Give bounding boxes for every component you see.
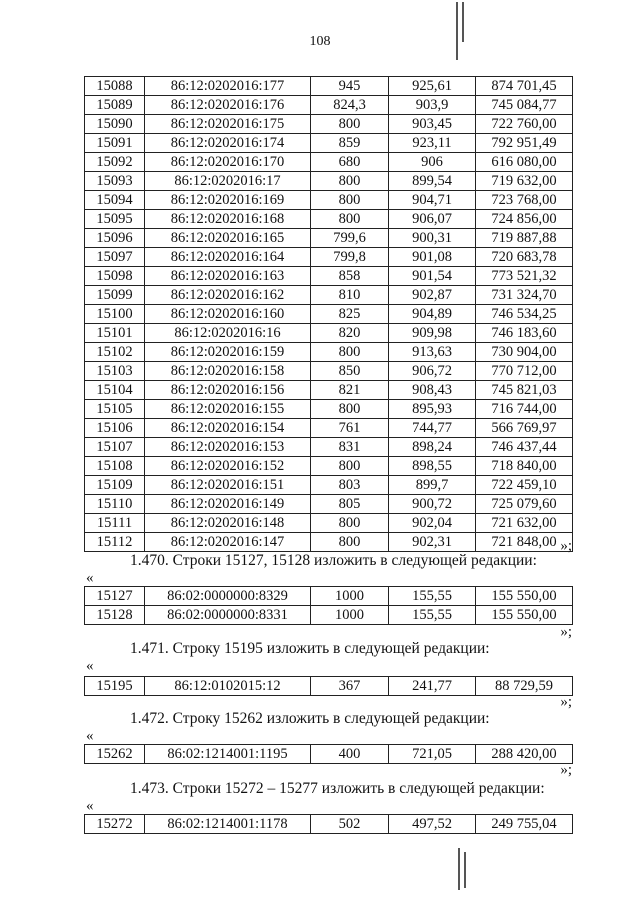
area-cell: 1000 [311, 587, 389, 606]
area-cell: 800 [311, 172, 389, 191]
table-row [85, 286, 573, 305]
row-number-cell: 15127 [85, 587, 145, 606]
area-cell: 945 [311, 77, 389, 96]
cadastral-number-cell: 86:12:0202016:147 [145, 533, 311, 552]
area-cell: 803 [311, 476, 389, 495]
cadastral-number-cell: 86:12:0202016:177 [145, 77, 311, 96]
area-cell: 859 [311, 134, 389, 153]
rate-cell: 895,93 [389, 400, 476, 419]
cadastral-number-cell: 86:12:0202016:176 [145, 96, 311, 115]
cadastral-number-cell: 86:12:0202016:168 [145, 210, 311, 229]
open-quote: « [86, 570, 94, 586]
table-row [85, 381, 573, 400]
table-row [85, 419, 573, 438]
amount-cell: 770 712,00 [476, 362, 573, 381]
row-number-cell: 15102 [85, 343, 145, 362]
amount-cell: 725 079,60 [476, 495, 573, 514]
area-cell: 858 [311, 267, 389, 286]
area-cell: 800 [311, 457, 389, 476]
rate-cell: 906,07 [389, 210, 476, 229]
row-number-cell: 15103 [85, 362, 145, 381]
amount-cell: 719 887,88 [476, 229, 573, 248]
area-cell: 810 [311, 286, 389, 305]
rate-cell: 925,61 [389, 77, 476, 96]
rate-cell: 241,77 [389, 677, 476, 696]
amount-cell: 731 324,70 [476, 286, 573, 305]
cadastral-number-cell: 86:12:0202016:153 [145, 438, 311, 457]
section-1473-instruction: 1.473. Строки 15272 – 15277 изложить в следующей редакции: [130, 780, 545, 797]
area-cell: 1000 [311, 606, 389, 625]
table-row [85, 606, 573, 625]
area-cell: 820 [311, 324, 389, 343]
row-number-cell: 15195 [85, 677, 145, 696]
rate-cell: 923,11 [389, 134, 476, 153]
section-1472-instruction: 1.472. Строку 15262 изложить в следующей редакции: [130, 710, 490, 727]
area-cell: 799,6 [311, 229, 389, 248]
row-number-cell: 15099 [85, 286, 145, 305]
section-1473-table [84, 814, 573, 834]
scan-artifact-line [462, 2, 464, 42]
amount-cell: 723 768,00 [476, 191, 573, 210]
area-cell: 800 [311, 343, 389, 362]
amount-cell: 773 521,32 [476, 267, 573, 286]
amount-cell: 721 848,00 [476, 533, 573, 552]
cadastral-number-cell: 86:12:0202016:152 [145, 457, 311, 476]
amount-cell: 874 701,45 [476, 77, 573, 96]
table-row [85, 172, 573, 191]
amount-cell: 746 183,60 [476, 324, 573, 343]
row-number-cell: 15262 [85, 745, 145, 764]
rate-cell: 721,05 [389, 745, 476, 764]
cadastral-number-cell: 86:12:0202016:169 [145, 191, 311, 210]
page-number: 108 [309, 34, 331, 49]
table-row [85, 134, 573, 153]
amount-cell: 720 683,78 [476, 248, 573, 267]
table-row [85, 115, 573, 134]
cadastral-number-cell: 86:02:1214001:1178 [145, 815, 311, 834]
rate-cell: 903,45 [389, 115, 476, 134]
cadastral-number-cell: 86:02:1214001:1195 [145, 745, 311, 764]
rate-cell: 898,24 [389, 438, 476, 457]
cadastral-number-cell: 86:12:0202016:16 [145, 324, 311, 343]
row-number-cell: 15108 [85, 457, 145, 476]
rate-cell: 899,7 [389, 476, 476, 495]
rate-cell: 898,55 [389, 457, 476, 476]
table-row [85, 815, 573, 834]
area-cell: 502 [311, 815, 389, 834]
amount-cell: 249 755,04 [476, 815, 573, 834]
section-1470-instruction: 1.470. Строки 15127, 15128 изложить в следующей редакции: [130, 552, 537, 569]
row-number-cell: 15111 [85, 514, 145, 533]
area-cell: 824,3 [311, 96, 389, 115]
table-row [85, 677, 573, 696]
scan-artifact-line [456, 2, 458, 60]
table-row [85, 514, 573, 533]
area-cell: 800 [311, 514, 389, 533]
area-cell: 825 [311, 305, 389, 324]
cadastral-number-cell: 86:12:0202016:160 [145, 305, 311, 324]
cadastral-number-cell: 86:12:0202016:175 [145, 115, 311, 134]
amount-cell: 616 080,00 [476, 153, 573, 172]
table-row [85, 400, 573, 419]
rate-cell: 744,77 [389, 419, 476, 438]
amount-cell: 721 632,00 [476, 514, 573, 533]
row-number-cell: 15098 [85, 267, 145, 286]
table-row [85, 267, 573, 286]
area-cell: 800 [311, 400, 389, 419]
area-cell: 367 [311, 677, 389, 696]
close-quote: »; [560, 624, 572, 640]
scan-artifact-line [458, 848, 460, 890]
row-number-cell: 15272 [85, 815, 145, 834]
rate-cell: 155,55 [389, 587, 476, 606]
amount-cell: 730 904,00 [476, 343, 573, 362]
amount-cell: 88 729,59 [476, 677, 573, 696]
row-number-cell: 15091 [85, 134, 145, 153]
table-row [85, 153, 573, 172]
amount-cell: 745 084,77 [476, 96, 573, 115]
table-row [85, 305, 573, 324]
table-row [85, 533, 573, 552]
row-number-cell: 15104 [85, 381, 145, 400]
area-cell: 680 [311, 153, 389, 172]
cadastral-number-cell: 86:12:0202016:164 [145, 248, 311, 267]
area-cell: 400 [311, 745, 389, 764]
rate-cell: 900,31 [389, 229, 476, 248]
amount-cell: 288 420,00 [476, 745, 573, 764]
row-number-cell: 15097 [85, 248, 145, 267]
table-row [85, 343, 573, 362]
rate-cell: 908,43 [389, 381, 476, 400]
amount-cell: 566 769,97 [476, 419, 573, 438]
amount-cell: 155 550,00 [476, 587, 573, 606]
area-cell: 805 [311, 495, 389, 514]
row-number-cell: 15101 [85, 324, 145, 343]
cadastral-number-cell: 86:12:0202016:156 [145, 381, 311, 400]
row-number-cell: 15112 [85, 533, 145, 552]
area-cell: 850 [311, 362, 389, 381]
cadastral-number-cell: 86:12:0202016:174 [145, 134, 311, 153]
cadastral-number-cell: 86:02:0000000:8331 [145, 606, 311, 625]
rate-cell: 904,89 [389, 305, 476, 324]
table-row [85, 476, 573, 495]
amount-cell: 722 459,10 [476, 476, 573, 495]
rate-cell: 900,72 [389, 495, 476, 514]
table-row [85, 457, 573, 476]
row-number-cell: 15110 [85, 495, 145, 514]
amount-cell: 155 550,00 [476, 606, 573, 625]
table-row [85, 229, 573, 248]
row-number-cell: 15090 [85, 115, 145, 134]
table-row [85, 191, 573, 210]
area-cell: 799,8 [311, 248, 389, 267]
area-cell: 800 [311, 115, 389, 134]
row-number-cell: 15096 [85, 229, 145, 248]
open-quote: « [86, 728, 94, 744]
cadastral-number-cell: 86:12:0202016:149 [145, 495, 311, 514]
rate-cell: 906,72 [389, 362, 476, 381]
rate-cell: 903,9 [389, 96, 476, 115]
table-row [85, 495, 573, 514]
cadastral-number-cell: 86:12:0202016:158 [145, 362, 311, 381]
amount-cell: 745 821,03 [476, 381, 573, 400]
amount-cell: 722 760,00 [476, 115, 573, 134]
cadastral-number-cell: 86:12:0102015:12 [145, 677, 311, 696]
row-number-cell: 15088 [85, 77, 145, 96]
cadastral-number-cell: 86:12:0202016:163 [145, 267, 311, 286]
cadastral-number-cell: 86:12:0202016:17 [145, 172, 311, 191]
amount-cell: 746 437,44 [476, 438, 573, 457]
row-number-cell: 15109 [85, 476, 145, 495]
area-cell: 800 [311, 533, 389, 552]
cadastral-number-cell: 86:02:0000000:8329 [145, 587, 311, 606]
cadastral-number-cell: 86:12:0202016:170 [145, 153, 311, 172]
rate-cell: 902,04 [389, 514, 476, 533]
cadastral-number-cell: 86:12:0202016:159 [145, 343, 311, 362]
row-number-cell: 15105 [85, 400, 145, 419]
open-quote: « [86, 798, 94, 814]
rate-cell: 909,98 [389, 324, 476, 343]
cadastral-number-cell: 86:12:0202016:154 [145, 419, 311, 438]
rate-cell: 899,54 [389, 172, 476, 191]
row-number-cell: 15100 [85, 305, 145, 324]
cadastral-number-cell: 86:12:0202016:148 [145, 514, 311, 533]
close-quote: »; [560, 762, 572, 778]
cadastral-number-cell: 86:12:0202016:165 [145, 229, 311, 248]
row-number-cell: 15093 [85, 172, 145, 191]
amount-cell: 716 744,00 [476, 400, 573, 419]
cadastral-number-cell: 86:12:0202016:162 [145, 286, 311, 305]
close-quote: »; [560, 538, 572, 554]
close-quote: »; [560, 694, 572, 710]
table-row [85, 248, 573, 267]
amount-cell: 718 840,00 [476, 457, 573, 476]
row-number-cell: 15095 [85, 210, 145, 229]
area-cell: 800 [311, 191, 389, 210]
scan-artifact-line [464, 852, 466, 888]
table-row [85, 324, 573, 343]
amount-cell: 724 856,00 [476, 210, 573, 229]
section-1471-table [84, 676, 573, 696]
section-1472-table [84, 744, 573, 764]
amount-cell: 746 534,25 [476, 305, 573, 324]
area-cell: 831 [311, 438, 389, 457]
rate-cell: 497,52 [389, 815, 476, 834]
main-table [84, 76, 573, 552]
row-number-cell: 15094 [85, 191, 145, 210]
table-row [85, 362, 573, 381]
rate-cell: 901,54 [389, 267, 476, 286]
open-quote: « [86, 658, 94, 674]
row-number-cell: 15128 [85, 606, 145, 625]
rate-cell: 155,55 [389, 606, 476, 625]
table-row [85, 438, 573, 457]
table-row [85, 77, 573, 96]
area-cell: 821 [311, 381, 389, 400]
table-row [85, 587, 573, 606]
table-row [85, 96, 573, 115]
amount-cell: 719 632,00 [476, 172, 573, 191]
rate-cell: 906 [389, 153, 476, 172]
rate-cell: 913,63 [389, 343, 476, 362]
area-cell: 800 [311, 210, 389, 229]
row-number-cell: 15106 [85, 419, 145, 438]
section-1471-instruction: 1.471. Строку 15195 изложить в следующей редакции: [130, 640, 490, 657]
rate-cell: 901,08 [389, 248, 476, 267]
rate-cell: 904,71 [389, 191, 476, 210]
table-row [85, 210, 573, 229]
rate-cell: 902,87 [389, 286, 476, 305]
area-cell: 761 [311, 419, 389, 438]
table-row [85, 745, 573, 764]
section-1470-table [84, 586, 573, 625]
rate-cell: 902,31 [389, 533, 476, 552]
row-number-cell: 15089 [85, 96, 145, 115]
amount-cell: 792 951,49 [476, 134, 573, 153]
cadastral-number-cell: 86:12:0202016:155 [145, 400, 311, 419]
cadastral-number-cell: 86:12:0202016:151 [145, 476, 311, 495]
row-number-cell: 15092 [85, 153, 145, 172]
row-number-cell: 15107 [85, 438, 145, 457]
